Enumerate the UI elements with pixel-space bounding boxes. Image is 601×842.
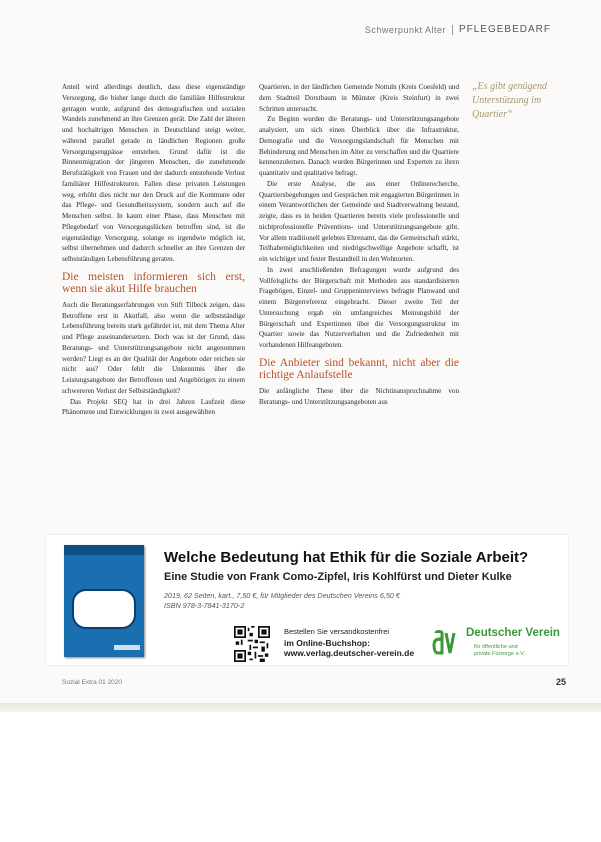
body-paragraph: Quartieren, in der ländlichen Gemeinde Nottuln (Kreis Coesfeld) und dem Stadtteil Dorstbaum in Münster (Kreis Steinfurt) in zwei Schritten untersucht.: [259, 83, 459, 113]
brand-tagline-line: für öffentliche und: [474, 644, 518, 650]
book-advertisement: [45, 534, 569, 666]
body-paragraph: Die anfängliche These über die Nichtinanspruchnahme von Beratungs- und Unterstützungsangeboten aus: [259, 386, 459, 406]
ad-book-details: [164, 591, 400, 610]
blank-scan-area: [0, 712, 601, 842]
body-paragraph: Anteil wird allerdings deutlich, dass diese eigenständige Versorgung, die bisher lange durch die familiäre Hilfestruktur getragen wurde, aufgrund des demografischen und sozialen Wandels zunehmend an ihre Grenzen gerät. Die Zahl der älteren und hochaltrigen Menschen in Deutschland steigt weiter, während parallel gerade in ländlichen Regionen große Versorgungsengpässe entstehen. Grund dafür ist die Binnenmigration der jüngeren Menschen, die zunehmende Berufstätigkeit von Frauen und der dadurch entstehende Verlust familiärer Hilfestrukturen. Fallen diese privaten Leistungen weg, erhöht dies nicht nur den Druck auf die Kommune oder das Pflege- und Gesundheitssystem, sondern auch auf die Menschen selbst. In kaum einer Phase, dass Menschen mit Pflegebedarf von Versorgungslücken betroffen sind, ist die eigenständige Versorgung, solange es irgendwie möglich ist, selbst übernehmen und dadurch schneller an ihre Grenzen der selbstständigen Lebensführung geraten.: [62, 83, 245, 263]
text-column-left: [62, 82, 245, 418]
book-cover-band: [64, 545, 144, 555]
order-line: Bestellen Sie versandkostenfrei: [284, 627, 390, 636]
footer-journal: Sozial Extra 01 2020: [62, 679, 122, 686]
body-paragraph: Zu Beginn wurden die Beratungs- und Unterstützungsangebote analysiert, um sich einen Überblick über die Infrastruktur, Demografie und die Versorgungslandschaft für Menschen mit Behinderung und Menschen im Alter zu verschaffen und die Quartiere kennenzulernen. Danach wurden Bürgerinnen und Experten zu ihren quantitativ und qualitative befragt.: [259, 115, 459, 177]
header-divider: [452, 25, 453, 35]
order-info: [284, 627, 414, 659]
brand-tagline-line: private Fürsorge e.V.: [474, 651, 525, 657]
subheading: Die Anbieter sind bekannt, nicht aber die richtige Anlaufstelle: [259, 356, 459, 382]
header-section: PFLEGEBEDARF: [458, 24, 551, 35]
subheading: Die meisten informieren sich erst, wenn sie akut Hilfe brauchen: [62, 270, 245, 296]
header-kicker: Schwerpunkt Alter: [364, 24, 446, 35]
qr-code-icon[interactable]: [234, 626, 270, 662]
order-shop-label: im Online-Buchshop:: [284, 637, 370, 648]
scan-edge: [0, 703, 601, 712]
speech-bubble-icon: [72, 589, 136, 629]
book-cover-image: [64, 545, 144, 657]
ad-subtitle: Eine Studie von Frank Como-Zipfel, Iris Kohlfürst und Dieter Kulke: [164, 571, 512, 583]
page-number: 25: [555, 677, 566, 687]
body-paragraph: In zwei anschließenden Befragungen wurde aufgrund des Vollfelsglichs der Bürgerschaft mit Methoden aus standardisierten Fragebögen, Einzel- und Gruppeninterviews befragte Planwand und einem Bürgerreferenz eingebracht. Dieser zweite Teil der Untersuchung ergab ein umfangreiches Meinungsbild der Bürgerschaft und Expertinnen über die Versorgungsstruktur im Quartier sowie das Nutzerverhalten und die Zufriedenheit mit vorhandenen Hilfeangeboten.: [259, 265, 459, 349]
body-paragraph: Die erste Analyse, die aus einer Onlinerecherche, Quartiersbegehungen und Gesprächen mit engagierten Bürgerinnen in einem Verantwortlichen der Gemeinde und Stadtverwaltung bestand, zeigte, dass es in beiden Quartieren bereits viele professionelle und nichtprofessionelle Präventions- und Unterstützungsangebote gibt. Vor allem traditionell gelebtes Ehrenamt, das die Gemeinschaft stärkt, Teilhabemöglichkeiten und niedrigschwellige Angebote schafft, ist ein wichtiger und fester Bestandteil in den Wohnorten.: [259, 179, 459, 263]
order-url-link[interactable]: www.verlag.deutscher-verein.de: [284, 648, 415, 658]
body-paragraph: Das Projekt SEQ hat in drei Jahren Laufzeit diese Phänomene und Entwicklungen in zwei ausgewählten: [62, 397, 245, 417]
brand-name: Deutscher Verein: [466, 627, 560, 639]
ad-isbn: ISBN 978-3-7841-3170-2: [164, 600, 245, 610]
ad-title: Welche Bedeutung hat Ethik für die Soziale Arbeit?: [164, 549, 529, 566]
brand-tagline: [474, 644, 525, 658]
body-paragraph: Auch die Beratungserfahrungen von Stift Tilbeck zeigen, dass Betroffene erst in Akutfall, also wenn die selbstständige Lebensführung bereits stark gefährdet ist, mit dem Thema Alter und Pflege auseinandersetzen. Doch was ist der Grund, dass Beratungs- und Unterstützungsangebote nicht angenommen werden? Liegt es an der Qualität der Angebote oder reichen sie nicht aus? Oder fehlt die Unkenntnis über die Leistungsangebote der Betroffenen und Angehörigen zu einem schwereren Verlust der Selbstständigkeit?: [62, 300, 245, 395]
publisher-mark: [114, 645, 140, 650]
text-column-middle: [259, 82, 459, 407]
running-header: [365, 24, 551, 35]
pull-quote: „Es gibt genügend Unterstützung im Quartier“: [472, 81, 547, 120]
ad-price-line: 2019, 62 Seiten, kart., 7,50 €, für Mitglieder des Deutschen Vereins 6,50 €: [164, 591, 400, 600]
